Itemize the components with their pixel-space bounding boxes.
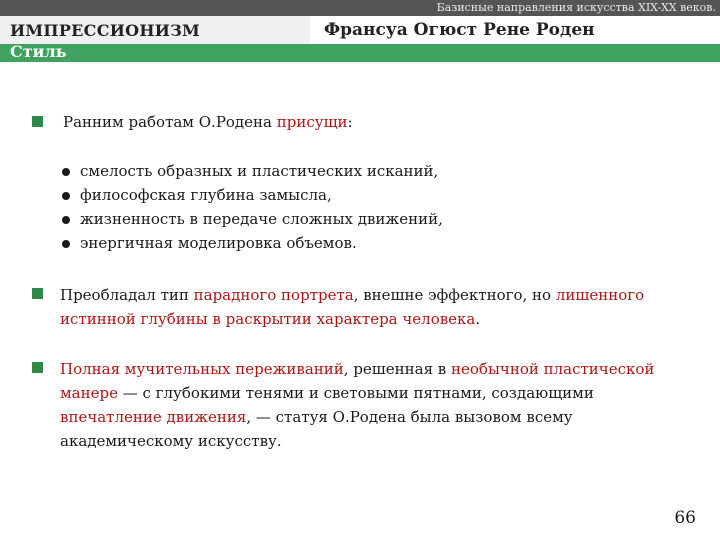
list-item: философская глубина замысла, xyxy=(80,186,332,204)
series-title: Базисные направления искусства XIX-XX веков. xyxy=(436,1,716,14)
dot-bullet-icon xyxy=(62,216,70,224)
dot-bullet-icon xyxy=(62,192,70,200)
topic-label: ИМПРЕССИОНИЗМ xyxy=(10,21,201,40)
square-bullet-icon xyxy=(32,116,43,127)
section3-paragraph: Полная мучительных переживаний, решенная в необычной пластической манере — с глубокими тенями и световыми пятнами, создающими впечатление движения, — статуя О.Родена была вызовом всему академическому искусству. xyxy=(60,360,655,450)
dot-bullet-icon xyxy=(62,168,70,176)
subtitle-label: Стиль xyxy=(10,42,67,61)
page-number: 66 xyxy=(674,508,696,528)
section1-intro: Ранним работам О.Родена присущи: xyxy=(63,113,353,131)
section2-paragraph: Преобладал тип парадного портрета, внешне эффектного, но лишенного истинной глубины в раскрытии характера человека. xyxy=(60,286,645,328)
dot-bullet-icon xyxy=(62,240,70,248)
list-item: энергичная моделировка объемов. xyxy=(80,234,357,252)
square-bullet-icon xyxy=(32,362,43,373)
list-item: жизненность в передаче сложных движений, xyxy=(80,210,443,228)
list-item: смелость образных и пластических исканий, xyxy=(80,162,439,180)
slide-title: Франсуа Огюст Рене Роден xyxy=(324,20,595,40)
square-bullet-icon xyxy=(32,288,43,299)
